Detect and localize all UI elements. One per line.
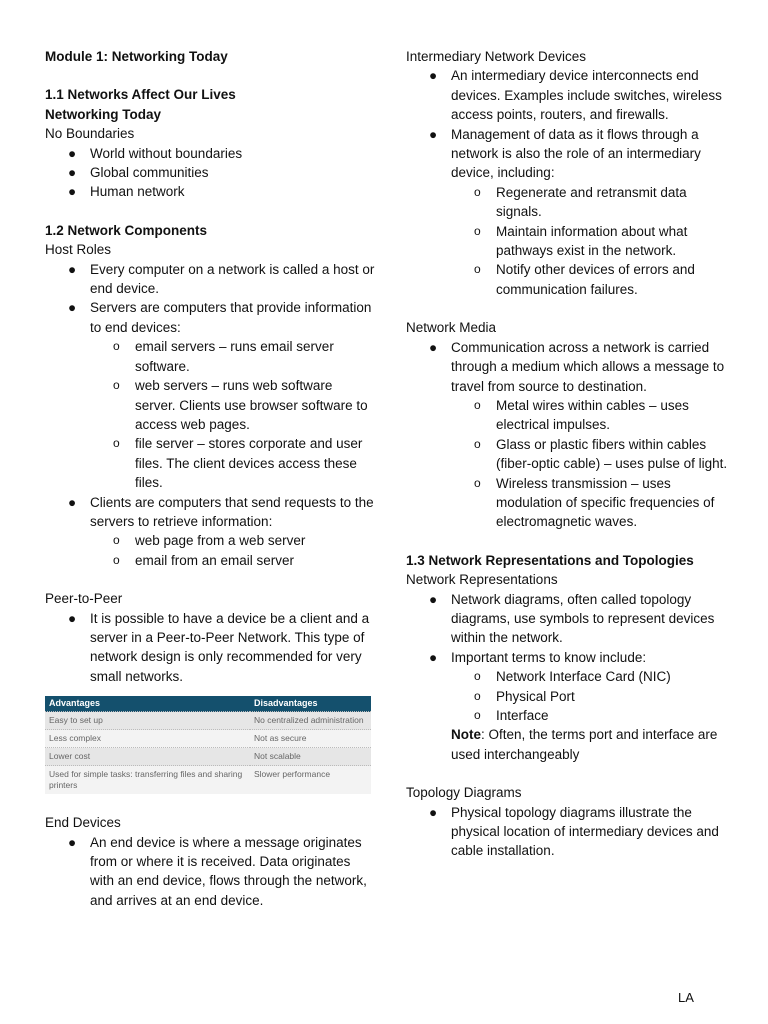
list-item: ● Important terms to know include:: [406, 648, 731, 667]
bullet-icon: ●: [68, 165, 77, 181]
list-item: ● It is possible to have a device be a client and a server in a Peer-to-Peer Network. This type of network design is only recommended for very small networks.: [68, 610, 370, 684]
host-roles-list: [45, 260, 375, 571]
circle-bullet-icon: o: [474, 688, 481, 703]
list-item: ● An end device is where a message originates from or where it is received. Data originates with an end device, flows through the network, and arrives at an end device.: [68, 834, 367, 908]
bullet-icon: ●: [68, 300, 77, 316]
note-paragraph: [406, 725, 731, 764]
sub-list-item: o email from an email server: [45, 551, 375, 570]
list-item: ● Communication across a network is carried through a medium which allows a message to travel from source to destination.: [429, 339, 725, 394]
table-header-advantages: Advantages: [45, 696, 250, 712]
bullet-icon: ●: [68, 494, 77, 510]
note-text: : Often, the terms port and interface are used interchangeably: [451, 727, 718, 762]
topic-topology-diagrams: Topology Diagrams: [406, 785, 522, 801]
table-row: [45, 712, 371, 730]
end-devices-list: [45, 833, 375, 911]
sub-list-item: o Network Interface Card (NIC): [406, 667, 731, 686]
bullet-icon: ●: [429, 591, 438, 607]
table-header-row: [45, 696, 371, 712]
subheading-networking-today: Networking Today: [45, 106, 162, 122]
bullet-icon: ●: [68, 145, 77, 161]
sub-list-item: o Physical Port: [406, 687, 731, 706]
table-cell-advantage: Less complex: [45, 730, 250, 748]
list-item: ● Network diagrams, often called topology diagrams, use symbols to represent devices within the network.: [429, 591, 715, 646]
topic-end-devices: End Devices: [45, 815, 121, 831]
table-cell-advantage: Lower cost: [45, 748, 250, 766]
circle-bullet-icon: o: [474, 184, 481, 199]
list-item: ● Management of data as it flows through a network is also the role of an intermediary device, including:: [429, 126, 701, 181]
bullet-icon: ●: [68, 610, 77, 626]
circle-bullet-icon: o: [113, 339, 120, 354]
table-cell-advantage: Easy to set up: [45, 712, 250, 730]
bullet-icon: ●: [429, 804, 438, 820]
table-cell-disadvantage: Not scalable: [250, 748, 371, 766]
bullet-icon: ●: [429, 68, 438, 84]
table-cell-advantage: Used for simple tasks: transferring files and sharing printers: [45, 766, 250, 795]
topic-network-media: Network Media: [406, 320, 497, 336]
list-item: ● Clients are computers that send requests to the servers to retrieve information:: [68, 494, 374, 529]
table-header-disadvantages: Disadvantages: [250, 696, 371, 712]
note-label: Note: [451, 727, 481, 743]
section-heading-1-1: 1.1 Networks Affect Our Lives: [45, 87, 236, 103]
table-cell-disadvantage: Not as secure: [250, 730, 371, 748]
sub-list-item: o web page from a web server: [45, 531, 375, 550]
sub-list-item: o Notify other devices of errors and communication failures.: [474, 262, 695, 297]
sub-list-item: o Interface: [406, 706, 731, 725]
peer-to-peer-list: [45, 609, 375, 687]
left-column: [45, 47, 375, 910]
sub-list-item: o web servers – runs web software server. Clients use browser software to access web pages.: [113, 378, 368, 432]
sub-list-item: o Metal wires within cables – uses electrical impulses.: [474, 397, 689, 433]
list-item: ● World without boundaries: [45, 144, 375, 163]
circle-bullet-icon: o: [474, 669, 481, 684]
table-row: [45, 766, 371, 795]
sub-list-item: o Regenerate and retransmit data signals.: [474, 184, 687, 220]
topic-no-boundaries: No Boundaries: [45, 126, 135, 142]
topic-peer-to-peer: Peer-to-Peer: [45, 591, 123, 607]
bullet-icon: ●: [68, 834, 77, 850]
list-item: ● Physical topology diagrams illustrate the physical location of intermediary devices and cable installation.: [429, 804, 719, 859]
list-item: ● Global communities: [45, 163, 375, 182]
section-heading-1-2: 1.2 Network Components: [45, 222, 208, 238]
circle-bullet-icon: o: [113, 533, 120, 548]
footer-initials: LA: [678, 990, 694, 1005]
table-cell-disadvantage: No centralized administration: [250, 712, 371, 730]
sub-list-item: o Glass or plastic fibers within cables (fiber-optic cable) – uses pulse of light.: [474, 436, 728, 472]
list-item: ● An intermediary device interconnects end devices. Examples include switches, wireless access points, routers, and firewalls.: [429, 68, 722, 123]
sub-list-item: o email servers – runs email server software.: [113, 339, 334, 374]
sub-list-item: o file server – stores corporate and user files. The client devices access these files.: [113, 436, 363, 491]
circle-bullet-icon: o: [474, 262, 481, 277]
list-item: ● Human network: [45, 182, 375, 201]
circle-bullet-icon: o: [113, 552, 120, 567]
circle-bullet-icon: o: [474, 223, 481, 238]
right-column: [406, 47, 731, 861]
bullet-icon: ●: [429, 126, 438, 142]
bullet-icon: ●: [429, 339, 438, 355]
no-boundaries-list: [45, 144, 375, 202]
p2p-advantages-table: [45, 696, 371, 794]
bullet-icon: ●: [68, 261, 77, 277]
bullet-icon: ●: [68, 184, 77, 200]
circle-bullet-icon: o: [474, 475, 481, 490]
network-media-list: [406, 338, 731, 532]
topic-host-roles: Host Roles: [45, 242, 112, 258]
representations-list: [406, 590, 731, 726]
table-cell-disadvantage: Slower performance: [250, 766, 371, 795]
topic-intermediary-devices: Intermediary Network Devices: [406, 49, 587, 64]
circle-bullet-icon: o: [113, 436, 120, 451]
topology-list: [406, 803, 731, 861]
table-row: [45, 748, 371, 766]
circle-bullet-icon: o: [474, 397, 481, 412]
sub-list-item: o Wireless transmission – uses modulation of specific frequencies of electromagnetic waves.: [474, 475, 715, 530]
circle-bullet-icon: o: [113, 378, 120, 393]
module-title: Module 1: Networking Today: [45, 49, 228, 64]
topic-network-representations: Network Representations: [406, 572, 558, 588]
circle-bullet-icon: o: [474, 708, 481, 722]
list-item: ● Servers are computers that provide information to end devices:: [68, 300, 372, 335]
bullet-icon: ●: [429, 649, 438, 665]
intermediary-list: [406, 66, 731, 299]
section-heading-1-3: 1.3 Network Representations and Topologies: [406, 552, 694, 568]
list-item: ● Every computer on a network is called a host or end device.: [68, 261, 375, 297]
circle-bullet-icon: o: [474, 436, 481, 451]
table-row: [45, 730, 371, 748]
sub-list-item: o Maintain information about what pathways exist in the network.: [474, 223, 688, 259]
